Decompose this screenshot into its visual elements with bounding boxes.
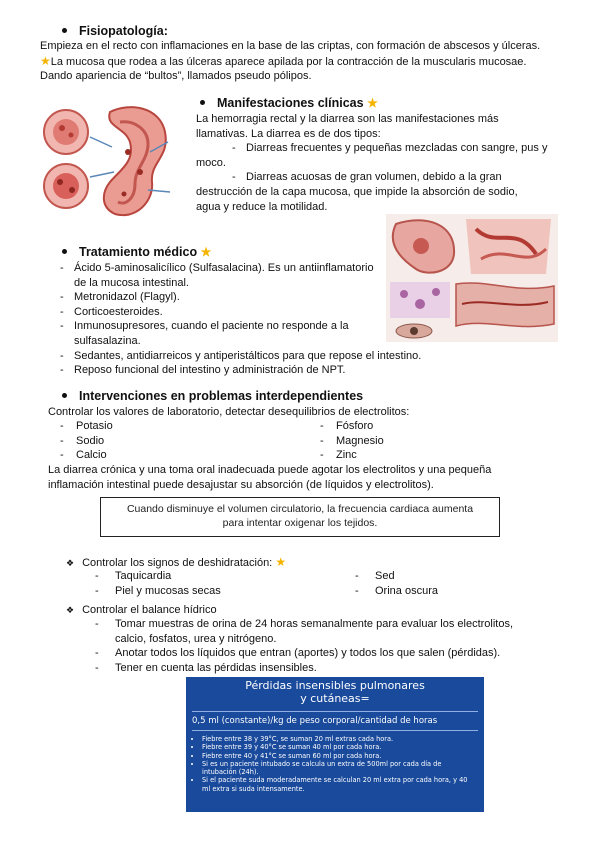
list-item: - Diarreas frecuentes y pequeñas mezcladas con sangre, pus y <box>232 142 548 155</box>
star-icon: ★ <box>40 53 51 68</box>
list-item: - Piel y mucosas secas <box>95 584 221 597</box>
losses-title-line: Pérdidas insensibles pulmonares <box>245 679 425 692</box>
list-item: - Sedantes, antidiarreicos y antiperistálticos para que repose el intestino. <box>60 349 422 362</box>
list-item: - Taquicardia <box>95 570 172 582</box>
losses-bullet: • Fiebre entre 38 y 39°C, se suman 20 ml extras cada hora. <box>202 735 474 743</box>
list-item: - Sodio <box>60 434 105 447</box>
note-line: Cuando disminuye el volumen circulatorio, la frecuencia cardiaca aumenta <box>126 503 474 515</box>
losses-bullets <box>186 735 474 793</box>
losses-formula: 0,5 ml (constante)/kg de peso corporal/cantidad de horas <box>192 716 438 726</box>
fisio-text <box>40 39 580 84</box>
list-item-cont: calcio, fosfatos, urea y nitrógeno. <box>115 632 277 645</box>
fisio-line: Dando apariencia de “bultos”, llamados pseudo pólipos. <box>40 70 312 83</box>
list-item: - Magnesio <box>320 434 384 447</box>
list-item: - Reposo funcional del intestino y administración de NPT. <box>60 364 346 377</box>
list-item: - Calcio <box>60 449 107 462</box>
fisio-line: Empieza en el recto con inflamaciones en la base de las criptas, con formación de abscesos y úlceras. <box>40 40 541 52</box>
electrolyte-list-1 <box>60 419 260 463</box>
bullet-icon <box>200 100 205 105</box>
manif-line: llamativas. La diarrea es de dos tipos: <box>196 127 381 140</box>
losses-bullet: • Fiebre entre 39 y 40°C se suman 40 ml por cada hora. <box>202 743 474 751</box>
losses-bullet: • Si es un paciente intubado se calcula un extra de 500ml por cada día de intubación (24h). <box>202 760 474 777</box>
trat-heading: Tratamiento médico ★ <box>62 245 211 259</box>
balance-list <box>95 617 585 675</box>
para-line: La diarrea crónica y una toma oral inadecuada puede agotar los electrolitos y una pequeña <box>48 464 492 476</box>
list-item: - Potasio <box>60 420 113 432</box>
losses-title <box>186 677 484 705</box>
bullet-icon <box>62 249 67 254</box>
insensible-losses-box <box>186 677 484 812</box>
fisio-line: ★La mucosa que rodea a las úlceras aparece apilada por la contracción de la muscularis mucosae. <box>40 53 527 68</box>
list-item: - Corticoesteroides. <box>60 305 163 318</box>
list-item: - Zinc <box>320 449 357 462</box>
diamond-bullet-icon: ❖ <box>66 605 75 615</box>
star-icon: ★ <box>275 555 287 569</box>
para-line: inflamación intestinal puede desajustar su absorción (de líquidos y electrolitos). <box>48 478 434 491</box>
manif-heading: Manifestaciones clínicas ★ <box>200 96 378 110</box>
star-icon: ★ <box>200 245 212 259</box>
deshid-label: ❖ Controlar los signos de deshidratación: ★ <box>66 555 287 569</box>
circulation-note-box <box>100 497 500 537</box>
list-item: - Orina oscura <box>355 584 438 597</box>
manif-line: La hemorragia rectal y la diarrea son las manifestaciones más <box>196 113 499 125</box>
note-line: para intentar oxigenar los tejidos. <box>222 517 378 529</box>
list-item-cont: agua y reduce la motilidad. <box>196 200 328 213</box>
list-item: - Diarreas acuosas de gran volumen, debido a la gran <box>232 171 502 184</box>
colon-illustration <box>40 102 188 222</box>
list-item: - Anotar todos los líquidos que entran (aportes) y todos los que salen (pérdidas). <box>95 647 501 660</box>
list-item: - Ácido 5-aminosalicílico (Sulfasalacina). Es un antiinflamatorio <box>60 262 374 274</box>
losses-bullet: • Si el paciente suda moderadamente se calculan 20 ml extra por cada hora, y 40 ml extra si suda intensamente. <box>202 776 474 793</box>
balance-label: ❖ Controlar el balance hídrico <box>66 604 217 616</box>
electrolyte-list-2 <box>320 419 520 463</box>
list-item-cont: de la mucosa intestinal. <box>74 276 189 289</box>
list-item-cont: sulfasalazina. <box>74 334 141 347</box>
list-item-cont: destrucción de la capa mucosa, que impide la absorción de sodio, <box>196 185 518 198</box>
interv-heading: Intervenciones en problemas interdependientes <box>62 389 363 403</box>
interv-intro: Controlar los valores de laboratorio, detectar desequilibrios de electrolitos: <box>48 406 410 418</box>
losses-bullet: • Fiebre entre 40 y 41°C se suman 60 ml por cada hora. <box>202 752 474 760</box>
fisio-heading: Fisiopatología: <box>62 24 168 38</box>
list-item: - Tener en cuenta las pérdidas insensibles. <box>95 661 317 674</box>
interv-para <box>48 463 588 492</box>
list-item: - Metronidazol (Flagyl). <box>60 291 180 304</box>
list-item: - Inmunosupresores, cuando el paciente no responde a la <box>60 320 349 333</box>
losses-title-line: y cutáneas= <box>300 691 370 705</box>
list-item: - Tomar muestras de orina de 24 horas semanalmente para evaluar los electrolitos, <box>95 618 514 630</box>
trat-list <box>60 261 440 378</box>
list-item-cont: moco. <box>196 156 226 169</box>
list-item: - Fósforo <box>320 420 374 432</box>
bullet-icon <box>62 28 67 33</box>
diamond-bullet-icon: ❖ <box>66 558 75 568</box>
bullet-icon <box>62 393 67 398</box>
manif-text <box>196 112 586 214</box>
deshid-list-1 <box>95 569 315 598</box>
deshid-list-2 <box>355 569 555 598</box>
star-icon: ★ <box>367 96 378 110</box>
list-item: - Sed <box>355 570 395 582</box>
